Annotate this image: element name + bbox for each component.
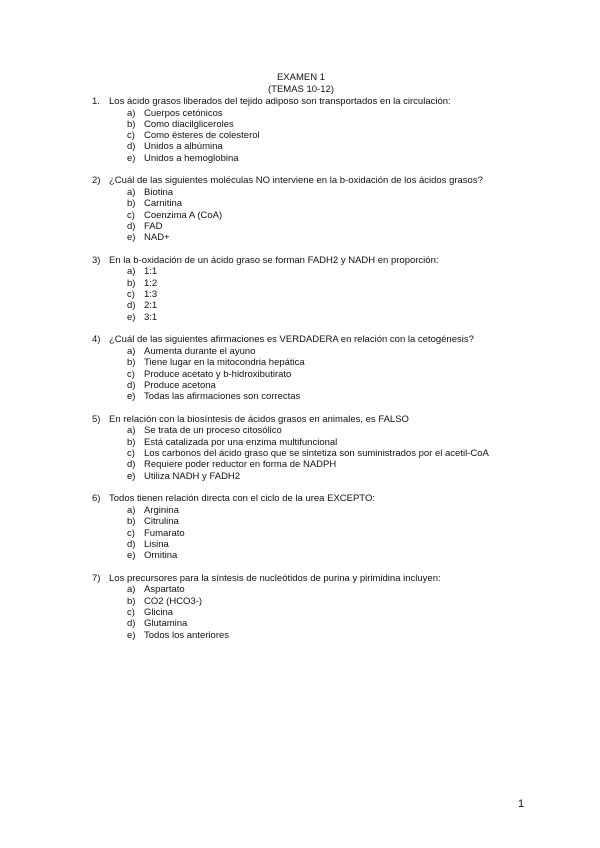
- answer-option: [92, 346, 562, 357]
- question-4: [92, 334, 562, 402]
- option-letter: e): [127, 470, 136, 482]
- option-text: Carnitina: [144, 198, 183, 210]
- option-letter: b): [127, 357, 136, 369]
- question-stem: [92, 414, 562, 426]
- answer-option: [92, 550, 562, 561]
- option-text: Utiliza NADH y FADH2: [144, 470, 241, 482]
- option-text: Todos los anteriores: [144, 629, 230, 641]
- answer-options: [92, 187, 562, 243]
- option-letter: a): [127, 186, 136, 198]
- option-text: CO2 (HCO3-): [144, 595, 203, 607]
- option-text: Se trata de un proceso citosólico: [144, 425, 282, 437]
- answer-option: [92, 391, 562, 402]
- option-text: Todas las afirmaciones son correctas: [144, 391, 301, 403]
- option-text: Tiene lugar en la mitocondria hepática: [144, 357, 305, 369]
- option-letter: a): [127, 504, 136, 516]
- option-letter: d): [127, 300, 136, 312]
- option-text: 2:1: [144, 300, 158, 312]
- question-number: 2): [92, 175, 101, 187]
- answer-option: [92, 278, 562, 289]
- option-letter: d): [127, 141, 136, 153]
- option-letter: d): [127, 220, 136, 232]
- answer-option: [92, 187, 562, 198]
- answer-option: [92, 369, 562, 380]
- option-letter: b): [127, 277, 136, 289]
- option-text: Coenzima A (CoA): [144, 209, 223, 221]
- question-number: 6): [92, 493, 101, 505]
- answer-option: [92, 618, 562, 629]
- question-text: ¿Cuál de las siguientes afirmaciones es VERDADERA en relación con la cetogénesis?: [109, 334, 474, 346]
- answer-option: [92, 448, 562, 459]
- answer-option: [92, 584, 562, 595]
- answer-option: [92, 108, 562, 119]
- option-letter: d): [127, 538, 136, 550]
- option-letter: a): [127, 107, 136, 119]
- question-1: [92, 96, 562, 164]
- answer-options: [92, 425, 562, 481]
- answer-option: [92, 130, 562, 141]
- option-text: Cuerpos cetónicos: [144, 107, 223, 119]
- option-letter: c): [127, 289, 135, 301]
- option-letter: c): [127, 368, 135, 380]
- question-number: 3): [92, 254, 101, 266]
- option-letter: a): [127, 425, 136, 437]
- question-text: En relación con la biosíntesis de ácidos grasos en animales, es FALSO: [109, 413, 409, 425]
- question-5: [92, 414, 562, 482]
- answer-option: [92, 505, 562, 516]
- option-letter: a): [127, 266, 136, 278]
- answer-option: [92, 289, 562, 300]
- question-stem: [92, 334, 562, 346]
- option-letter: b): [127, 595, 136, 607]
- option-letter: e): [127, 152, 136, 164]
- answer-option: [92, 119, 562, 130]
- option-text: Aspartato: [144, 584, 185, 596]
- page-number: 1: [518, 798, 525, 810]
- option-text: Unidos a hemoglobina: [144, 152, 239, 164]
- answer-option: [92, 630, 562, 641]
- answer-option: [92, 221, 562, 232]
- question-7: [92, 573, 562, 641]
- option-letter: e): [127, 391, 136, 403]
- option-letter: d): [127, 379, 136, 391]
- question-list: [92, 96, 562, 652]
- answer-option: [92, 516, 562, 527]
- option-text: 1:2: [144, 277, 158, 289]
- option-text: Arginina: [144, 504, 179, 516]
- option-text: FAD: [144, 220, 163, 232]
- option-letter: e): [127, 232, 136, 244]
- option-text: Requiere poder reductor en forma de NADPH: [144, 459, 337, 471]
- option-text: Glicina: [144, 607, 174, 618]
- answer-option: [92, 357, 562, 368]
- answer-option: [92, 596, 562, 607]
- question-text: Todos tienen relación directa con el ciclo de la urea EXCEPTO:: [109, 493, 375, 505]
- option-text: Produce acetona: [144, 379, 216, 391]
- option-text: Glutamina: [144, 618, 188, 630]
- option-letter: d): [127, 618, 136, 630]
- question-stem: [92, 493, 562, 505]
- question-number: 7): [92, 572, 101, 584]
- question-6: [92, 493, 562, 561]
- answer-options: [92, 505, 562, 561]
- option-letter: c): [127, 448, 135, 460]
- answer-option: [92, 539, 562, 550]
- question-number: 4): [92, 334, 101, 346]
- answer-options: [92, 108, 562, 164]
- answer-option: [92, 607, 562, 618]
- option-text: Como ésteres de colesterol: [144, 130, 260, 142]
- answer-option: [92, 459, 562, 470]
- exam-subtitle: (TEMAS 10-12): [268, 83, 334, 95]
- answer-option: [92, 425, 562, 436]
- question-text: En la b-oxidación de un ácido graso se forman FADH2 y NADH en proporción:: [109, 254, 439, 266]
- answer-option: [92, 300, 562, 311]
- answer-option: [92, 153, 562, 164]
- question-stem: [92, 96, 562, 108]
- option-letter: e): [127, 311, 136, 323]
- answer-options: [92, 584, 562, 640]
- option-text: Aumenta durante el ayuno: [144, 345, 256, 357]
- option-letter: a): [127, 345, 136, 357]
- option-text: Unidos a albúmina: [144, 141, 223, 153]
- option-text: Como diacilgliceroles: [144, 118, 234, 130]
- option-text: Lisina: [144, 538, 169, 550]
- exam-title: EXAMEN 1: [276, 72, 326, 83]
- question-stem: [92, 573, 562, 585]
- option-text: Está catalizada por una enzima multifuncional: [144, 436, 338, 448]
- option-letter: c): [127, 209, 135, 221]
- option-text: Fumarato: [144, 527, 185, 539]
- option-letter: c): [127, 607, 135, 618]
- option-text: NAD+: [144, 232, 170, 244]
- option-letter: d): [127, 459, 136, 471]
- answer-options: [92, 266, 562, 322]
- question-2: [92, 175, 562, 243]
- option-letter: b): [127, 516, 136, 528]
- question-text: Los ácido grasos liberados del tejido adiposo son transportados en la circulación:: [109, 96, 451, 107]
- option-letter: e): [127, 550, 136, 562]
- exam-header: [0, 72, 600, 95]
- option-letter: b): [127, 118, 136, 130]
- answer-option: [92, 141, 562, 152]
- option-text: Los carbonos del ácido graso que se sintetiza son suministrados por el acetil-CoA: [144, 448, 489, 460]
- question-number: 5): [92, 413, 101, 425]
- option-letter: b): [127, 198, 136, 210]
- answer-option: [92, 380, 562, 391]
- answer-option: [92, 437, 562, 448]
- option-text: 1:1: [144, 266, 158, 278]
- question-stem: [92, 175, 562, 187]
- answer-options: [92, 346, 562, 402]
- answer-option: [92, 232, 562, 243]
- option-letter: c): [127, 130, 135, 142]
- answer-option: [92, 198, 562, 209]
- question-stem: [92, 255, 562, 267]
- question-3: [92, 255, 562, 323]
- answer-option: [92, 312, 562, 323]
- question-text: ¿Cuál de las siguientes moléculas NO interviene en la b-oxidación de los ácidos grasos?: [109, 175, 483, 187]
- option-text: 3:1: [144, 311, 158, 323]
- option-letter: e): [127, 629, 136, 641]
- answer-option: [92, 266, 562, 277]
- option-letter: c): [127, 527, 135, 539]
- option-text: Ornitina: [144, 550, 178, 562]
- answer-option: [92, 528, 562, 539]
- option-letter: b): [127, 436, 136, 448]
- question-text: Los precursores para la síntesis de nucleótidos de purina y pirimidina incluyen:: [109, 572, 441, 584]
- option-letter: a): [127, 584, 136, 596]
- option-text: Produce acetato y b-hidroxibutirato: [144, 368, 292, 380]
- answer-option: [92, 210, 562, 221]
- question-number: 1.: [92, 96, 100, 107]
- option-text: 1:3: [144, 289, 158, 301]
- option-text: Citrulina: [144, 516, 179, 528]
- answer-option: [92, 471, 562, 482]
- option-text: Biotina: [144, 186, 174, 198]
